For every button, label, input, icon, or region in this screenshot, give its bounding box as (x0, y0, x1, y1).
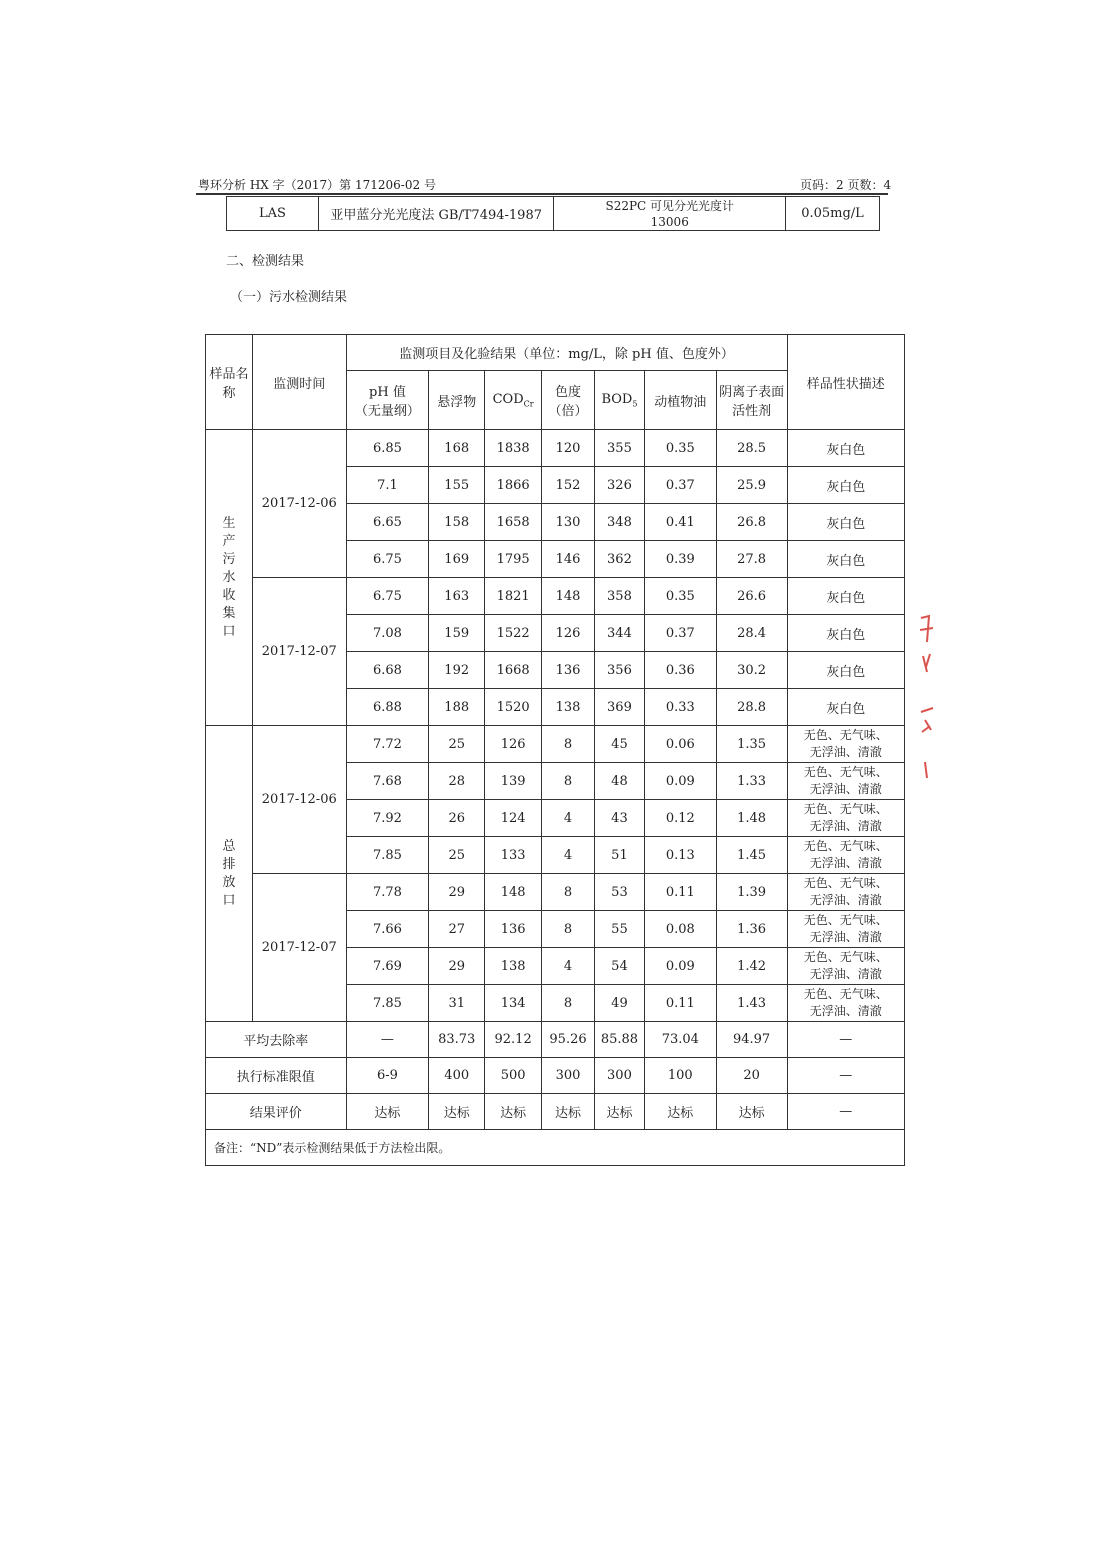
data-cell: 358 (594, 578, 644, 615)
data-cell: 0.06 (644, 726, 716, 763)
desc-line-2: 无浮油、清澈 (809, 819, 882, 833)
data-cell: 148 (485, 874, 542, 911)
data-cell: 48 (594, 763, 644, 800)
data-cell: 0.39 (644, 541, 716, 578)
table-row (206, 874, 905, 911)
summary-value: 20 (716, 1058, 787, 1094)
data-cell: 369 (594, 689, 644, 726)
data-cell: 6.85 (346, 430, 429, 467)
data-cell: 6.68 (346, 652, 429, 689)
desc-line-1: 无色、无气味、 (803, 987, 888, 1001)
sample-description (787, 948, 905, 985)
data-cell: 7.85 (346, 837, 429, 874)
instrument-number: 13006 (650, 214, 689, 229)
sample-description (787, 763, 905, 800)
header-ph (346, 371, 429, 430)
data-cell: 7.1 (346, 467, 429, 504)
data-cell: 344 (594, 615, 644, 652)
summary-label: 执行标准限值 (206, 1058, 347, 1094)
summary-value: 83.73 (429, 1022, 485, 1058)
sample-description: 灰白色 (787, 578, 905, 615)
header-monitoring-time: 监测时间 (252, 335, 346, 430)
sample-date: 2017-12-06 (252, 430, 346, 578)
data-cell: 0.08 (644, 911, 716, 948)
summary-row (206, 1094, 905, 1130)
header-suspended-solids: 悬浮物 (429, 371, 485, 430)
data-cell: 29 (429, 874, 485, 911)
data-cell: 26 (429, 800, 485, 837)
data-cell: 1668 (485, 652, 542, 689)
data-cell: 0.37 (644, 467, 716, 504)
desc-line-2: 无浮油、清澈 (809, 967, 882, 981)
desc-line-2: 无浮油、清澈 (809, 930, 882, 944)
header-las: 阴离子表面活性剂 (716, 371, 787, 430)
header-ph-label: pH 值 (369, 385, 406, 400)
data-cell: 1.35 (716, 726, 787, 763)
data-cell: 0.09 (644, 763, 716, 800)
data-cell: 362 (594, 541, 644, 578)
sample-date: 2017-12-06 (252, 726, 346, 874)
data-cell: 8 (542, 911, 595, 948)
data-cell: 136 (485, 911, 542, 948)
data-cell: 28 (429, 763, 485, 800)
sample-description: 灰白色 (787, 467, 905, 504)
data-cell: 136 (542, 652, 595, 689)
data-cell: 1.43 (716, 985, 787, 1022)
data-cell: 1.39 (716, 874, 787, 911)
header-cod-sub: Cr (523, 399, 534, 409)
data-cell: 6.75 (346, 541, 429, 578)
summary-value: 达标 (542, 1094, 595, 1130)
desc-line-1: 无色、无气味、 (803, 913, 888, 927)
sample-description: 灰白色 (787, 430, 905, 467)
data-cell: 30.2 (716, 652, 787, 689)
data-cell: 138 (542, 689, 595, 726)
data-cell: 0.41 (644, 504, 716, 541)
summary-value: 达标 (485, 1094, 542, 1130)
desc-line-2: 无浮油、清澈 (809, 745, 882, 759)
data-cell: 1821 (485, 578, 542, 615)
data-cell: 27 (429, 911, 485, 948)
data-cell: 130 (542, 504, 595, 541)
sample-date: 2017-12-07 (252, 874, 346, 1022)
summary-value: 92.12 (485, 1022, 542, 1058)
data-cell: 7.72 (346, 726, 429, 763)
header-bod-sub: 5 (632, 399, 638, 409)
data-cell: 0.37 (644, 615, 716, 652)
desc-line-2: 无浮油、清澈 (809, 856, 882, 870)
data-cell: 8 (542, 874, 595, 911)
summary-value: 400 (429, 1058, 485, 1094)
header-items-group: 监测项目及化验结果（单位：mg/L，除 pH 值、色度外） (346, 335, 787, 371)
sample-description (787, 726, 905, 763)
data-cell: 28.5 (716, 430, 787, 467)
sample-description: 灰白色 (787, 615, 905, 652)
desc-line-1: 无色、无气味、 (803, 876, 888, 890)
sample-location: 生产污水收集口 (206, 430, 253, 726)
report-number: 粤环分析 HX 字（2017）第 171206-02 号 (198, 178, 436, 192)
header-bod (594, 371, 644, 430)
data-cell: 51 (594, 837, 644, 874)
sample-description: 灰白色 (787, 541, 905, 578)
data-cell: 53 (594, 874, 644, 911)
data-cell: 29 (429, 948, 485, 985)
data-cell: 0.12 (644, 800, 716, 837)
stamp-strokes (920, 616, 933, 778)
summary-label: 结果评价 (206, 1094, 347, 1130)
data-cell: 0.09 (644, 948, 716, 985)
summary-value: — (787, 1058, 905, 1094)
summary-value: 85.88 (594, 1022, 644, 1058)
data-cell: 126 (542, 615, 595, 652)
summary-value: 95.26 (542, 1022, 595, 1058)
data-cell: 26.6 (716, 578, 787, 615)
data-cell: 152 (542, 467, 595, 504)
data-cell: 1795 (485, 541, 542, 578)
data-cell: 7.08 (346, 615, 429, 652)
data-cell: 155 (429, 467, 485, 504)
summary-value: — (787, 1022, 905, 1058)
header-color-unit: （倍） (548, 404, 588, 419)
data-cell: 28.4 (716, 615, 787, 652)
data-cell: 1.45 (716, 837, 787, 874)
table-row (206, 578, 905, 615)
sample-description (787, 837, 905, 874)
data-cell: 7.92 (346, 800, 429, 837)
header-sample-description: 样品性状描述 (787, 335, 905, 430)
header-row (206, 335, 905, 371)
data-cell: 348 (594, 504, 644, 541)
data-cell: 1522 (485, 615, 542, 652)
data-cell: 159 (429, 615, 485, 652)
table-row (206, 430, 905, 467)
summary-value: 73.04 (644, 1022, 716, 1058)
summary-value: 达标 (594, 1094, 644, 1130)
data-cell: 7.68 (346, 763, 429, 800)
data-cell: 6.65 (346, 504, 429, 541)
data-cell: 7.69 (346, 948, 429, 985)
data-cell: 0.36 (644, 652, 716, 689)
header-color (542, 371, 595, 430)
data-cell: 139 (485, 763, 542, 800)
data-cell: 0.11 (644, 985, 716, 1022)
data-cell: 4 (542, 948, 595, 985)
table-note: 备注：“ND”表示检测结果低于方法检出限。 (206, 1130, 905, 1166)
red-stamp-mark (915, 612, 939, 782)
summary-value: 达标 (346, 1094, 429, 1130)
data-cell: 138 (485, 948, 542, 985)
sample-description: 灰白色 (787, 504, 905, 541)
data-cell: 326 (594, 467, 644, 504)
sample-date: 2017-12-07 (252, 578, 346, 726)
data-cell: 7.78 (346, 874, 429, 911)
data-cell: 8 (542, 985, 595, 1022)
data-cell: 25 (429, 726, 485, 763)
data-cell: 158 (429, 504, 485, 541)
data-cell: 8 (542, 726, 595, 763)
sample-description (787, 800, 905, 837)
data-cell: 8 (542, 763, 595, 800)
sample-description (787, 874, 905, 911)
data-cell: 1.36 (716, 911, 787, 948)
data-cell: 6.88 (346, 689, 429, 726)
results-table (205, 334, 905, 1166)
header-oil: 动植物油 (644, 371, 716, 430)
header-cod-label: COD (492, 391, 524, 407)
desc-line-1: 无色、无气味、 (803, 728, 888, 742)
desc-line-1: 无色、无气味、 (803, 765, 888, 779)
data-cell: 148 (542, 578, 595, 615)
data-cell: 25.9 (716, 467, 787, 504)
data-cell: 28.8 (716, 689, 787, 726)
summary-value: 达标 (716, 1094, 787, 1130)
desc-line-2: 无浮油、清澈 (809, 893, 882, 907)
data-cell: 133 (485, 837, 542, 874)
header-bod-label: BOD (601, 391, 633, 407)
summary-label: 平均去除率 (206, 1022, 347, 1058)
sample-location: 总排放口 (206, 726, 253, 1022)
data-cell: 0.35 (644, 430, 716, 467)
method-standard: 亚甲蓝分光光度法 GB/T7494-1987 (318, 197, 554, 231)
method-item: LAS (227, 197, 319, 231)
summary-value: 300 (542, 1058, 595, 1094)
data-cell: 7.85 (346, 985, 429, 1022)
method-instrument (554, 197, 786, 231)
data-cell: 45 (594, 726, 644, 763)
header-ph-unit: （无量纲） (354, 404, 420, 419)
sample-description: 灰白色 (787, 689, 905, 726)
desc-line-1: 无色、无气味、 (803, 802, 888, 816)
data-cell: 1838 (485, 430, 542, 467)
summary-value: 达标 (429, 1094, 485, 1130)
data-cell: 188 (429, 689, 485, 726)
sample-description (787, 985, 905, 1022)
data-cell: 1658 (485, 504, 542, 541)
data-cell: 0.35 (644, 578, 716, 615)
data-cell: 163 (429, 578, 485, 615)
summary-value: 100 (644, 1058, 716, 1094)
data-cell: 4 (542, 837, 595, 874)
data-cell: 1.33 (716, 763, 787, 800)
data-cell: 124 (485, 800, 542, 837)
summary-value: 500 (485, 1058, 542, 1094)
data-cell: 146 (542, 541, 595, 578)
header-sample-name: 样品名称 (206, 335, 253, 430)
data-cell: 25 (429, 837, 485, 874)
data-cell: 7.66 (346, 911, 429, 948)
data-cell: 0.13 (644, 837, 716, 874)
data-cell: 6.75 (346, 578, 429, 615)
desc-line-1: 无色、无气味、 (803, 950, 888, 964)
sample-description: 灰白色 (787, 652, 905, 689)
data-cell: 31 (429, 985, 485, 1022)
data-cell: 4 (542, 800, 595, 837)
desc-line-2: 无浮油、清澈 (809, 1004, 882, 1018)
data-cell: 134 (485, 985, 542, 1022)
summary-value: — (787, 1094, 905, 1130)
header-color-label: 色度 (555, 385, 582, 400)
data-cell: 55 (594, 911, 644, 948)
summary-value: 300 (594, 1058, 644, 1094)
summary-row (206, 1058, 905, 1094)
data-cell: 192 (429, 652, 485, 689)
instrument-name: S22PC 可见分光光度计 (605, 198, 735, 213)
data-cell: 169 (429, 541, 485, 578)
summary-row (206, 1022, 905, 1058)
data-cell: 26.8 (716, 504, 787, 541)
data-cell: 54 (594, 948, 644, 985)
data-cell: 1520 (485, 689, 542, 726)
section-title: 二、检测结果 (226, 254, 305, 269)
method-limit: 0.05mg/L (786, 197, 880, 231)
header-rule (196, 193, 888, 195)
data-cell: 120 (542, 430, 595, 467)
data-cell: 43 (594, 800, 644, 837)
data-cell: 27.8 (716, 541, 787, 578)
method-table (226, 196, 880, 231)
data-cell: 1.48 (716, 800, 787, 837)
data-cell: 0.33 (644, 689, 716, 726)
sample-description (787, 911, 905, 948)
data-cell: 1.42 (716, 948, 787, 985)
data-cell: 356 (594, 652, 644, 689)
desc-line-2: 无浮油、清澈 (809, 782, 882, 796)
summary-value: 达标 (644, 1094, 716, 1130)
data-cell: 355 (594, 430, 644, 467)
data-cell: 49 (594, 985, 644, 1022)
data-cell: 1866 (485, 467, 542, 504)
desc-line-1: 无色、无气味、 (803, 839, 888, 853)
note-row (206, 1130, 905, 1166)
summary-value: — (346, 1022, 429, 1058)
subsection-title: （一）污水检测结果 (230, 290, 348, 305)
data-cell: 0.11 (644, 874, 716, 911)
summary-value: 94.97 (716, 1022, 787, 1058)
table-row (206, 726, 905, 763)
data-cell: 126 (485, 726, 542, 763)
summary-value: 6-9 (346, 1058, 429, 1094)
data-cell: 168 (429, 430, 485, 467)
page-number: 页码：2 页数：4 (800, 178, 892, 192)
header-cod (485, 371, 542, 430)
